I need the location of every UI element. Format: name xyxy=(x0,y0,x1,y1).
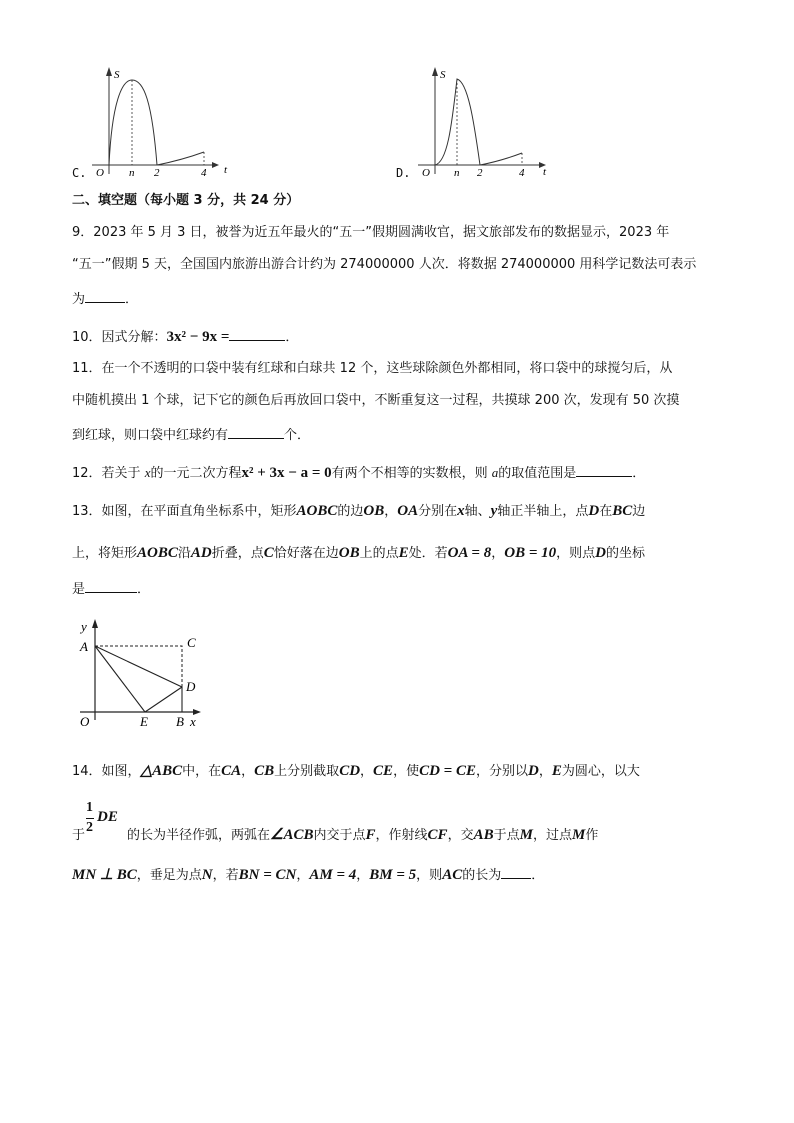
q13-answer-blank[interactable] xyxy=(85,578,137,593)
text: ， xyxy=(296,868,310,883)
text: ， xyxy=(384,504,398,519)
q9-line-2: “五一”假期 5 天，全国国内旅游出游合计约为 274000000 人次．将数据 274000000 用科学记数法可表示 xyxy=(72,257,697,272)
section-heading: 二、填空题（每小题 3 分，共 24 分） xyxy=(72,193,300,208)
math: N xyxy=(201,867,213,883)
text: 轴、 xyxy=(464,504,491,519)
q13-end: ． xyxy=(137,582,151,597)
math: AOBC xyxy=(296,503,338,519)
math: C xyxy=(263,545,274,561)
math: D xyxy=(588,503,600,519)
text: ，若 xyxy=(212,868,239,883)
text: ，过点 xyxy=(532,828,572,843)
math: CE xyxy=(373,763,394,779)
segment-ad xyxy=(95,646,182,687)
x-axis-arrow-icon xyxy=(212,162,219,168)
origin-label: O xyxy=(96,167,104,179)
text: 13．如图，在平面直角坐标系中，矩形 xyxy=(72,504,297,519)
q12-end: ． xyxy=(632,466,646,481)
math: y xyxy=(490,503,498,519)
graph-d-svg xyxy=(396,62,556,182)
q12-text-1: 的一元二次方程 xyxy=(150,466,242,481)
fraction-variable: DE xyxy=(97,809,118,825)
y-axis-arrow-icon xyxy=(432,67,438,76)
math: OA = 8 xyxy=(447,545,492,561)
text: ，分别以 xyxy=(475,764,528,779)
math: MN ⊥ BC xyxy=(72,867,137,883)
tick-n: n xyxy=(454,167,460,179)
text: 分别在 xyxy=(418,504,458,519)
curve-tail xyxy=(157,152,204,165)
text: ， xyxy=(538,764,552,779)
text: 于点 xyxy=(493,828,520,843)
math: M xyxy=(519,827,533,843)
math: OB = 10 xyxy=(504,545,557,561)
q12-line xyxy=(72,462,645,483)
label-a: A xyxy=(80,639,88,654)
math: E xyxy=(551,763,562,779)
text: 中，在 xyxy=(182,764,222,779)
y-axis-label: S xyxy=(440,69,446,81)
fraction-denominator: 2 xyxy=(86,820,93,835)
math: OB xyxy=(338,545,360,561)
segment-ae xyxy=(95,646,145,712)
label-c: C xyxy=(187,635,196,650)
q13-text: 是 xyxy=(72,582,86,597)
y-axis-label: S xyxy=(114,69,120,81)
math: CF xyxy=(427,827,448,843)
math: AB xyxy=(473,827,494,843)
text: ，则 xyxy=(416,868,443,883)
q10-end: ． xyxy=(285,330,299,345)
text: 14．如图， xyxy=(72,764,141,779)
math: BC xyxy=(612,503,633,519)
tick-2: 2 xyxy=(477,167,483,179)
q9-line-1: 9．2023 年 5 月 3 日，被誉为近五年最火的“五一”假期圆满收官，据文旅部发布的数据显示，2023 年 xyxy=(72,225,670,240)
x-axis-label: t xyxy=(224,164,228,176)
q13-line-1 xyxy=(72,502,645,521)
text: 上，将矩形 xyxy=(72,546,138,561)
math: AOBC xyxy=(137,545,178,561)
text: ， xyxy=(360,764,374,779)
text: 边 xyxy=(632,504,646,519)
text: 的长为 xyxy=(462,868,502,883)
text: 的坐标 xyxy=(606,546,646,561)
text: ，使 xyxy=(393,764,420,779)
option-label-c: C. xyxy=(72,166,87,180)
math: E xyxy=(398,545,409,561)
q12-equation: x² + 3x − a = 0 xyxy=(241,465,332,481)
q12-answer-blank[interactable] xyxy=(576,462,632,477)
q9-end: ． xyxy=(125,292,139,307)
q10-prefix: 10．因式分解： xyxy=(72,330,167,345)
text: 处．若 xyxy=(408,546,448,561)
math: AD xyxy=(190,545,212,561)
q11-line-2: 中随机摸出 1 个球，记下它的颜色后再放回口袋中，不断重复这一过程，共摸球 200 次，发现有 50 次摸 xyxy=(72,393,680,408)
tick-4: 4 xyxy=(201,167,207,179)
text: ， xyxy=(356,868,370,883)
math: OA xyxy=(397,503,419,519)
math: D xyxy=(595,545,606,561)
math: CA xyxy=(221,763,242,779)
graph-c-svg xyxy=(72,62,232,182)
tick-n: n xyxy=(129,167,135,179)
q11-line-1: 11．在一个不透明的口袋中装有红球和白球共 12 个，这些球除颜色外都相同，将口袋中的球搅匀后，从 xyxy=(72,361,673,376)
q10-answer-blank[interactable] xyxy=(229,326,285,341)
q13-line-3 xyxy=(72,578,150,599)
math: D xyxy=(528,763,539,779)
origin-label: O xyxy=(422,167,430,179)
text: 作 xyxy=(585,828,599,843)
label-y: y xyxy=(81,619,87,634)
q12-text-3: 的取值范围是 xyxy=(498,466,577,481)
graph-option-d xyxy=(396,62,556,182)
label-x: x xyxy=(190,714,196,729)
text: ， xyxy=(491,546,505,561)
q11-answer-blank[interactable] xyxy=(228,424,284,439)
text: 轴正半轴上，点 xyxy=(497,504,589,519)
text: ， xyxy=(241,764,255,779)
q13-figure xyxy=(75,615,205,730)
y-axis-arrow-icon xyxy=(106,67,112,76)
text: 沿 xyxy=(177,546,191,561)
q14-end: ． xyxy=(531,868,545,883)
math: CB xyxy=(254,763,275,779)
math: CD xyxy=(339,763,361,779)
q12-prefix: 12．若关于 xyxy=(72,466,141,481)
math: ∠ACB xyxy=(270,827,314,843)
label-d: D xyxy=(186,679,196,694)
option-label-d: D. xyxy=(396,166,411,180)
text: 的边 xyxy=(337,504,364,519)
q11-text: 到红球，则口袋中红球约有 xyxy=(72,428,229,443)
q9-text: 为 xyxy=(72,292,86,307)
text: 内交于点 xyxy=(313,828,366,843)
text: 折叠，点 xyxy=(211,546,264,561)
math: AC xyxy=(442,867,463,883)
q14-line-2 xyxy=(72,826,598,845)
fraction-numerator: 1 xyxy=(86,800,93,815)
label-o: O xyxy=(80,714,90,729)
text: 于 xyxy=(72,828,86,843)
q12-var-a: a xyxy=(491,465,499,480)
q10-line xyxy=(72,326,298,347)
text: ，作射线 xyxy=(375,828,428,843)
q11-line-3 xyxy=(72,424,310,445)
q12-var-x: x xyxy=(144,465,151,480)
label-b: B xyxy=(176,714,184,729)
text: 为圆心，以大 xyxy=(561,764,640,779)
math: F xyxy=(365,827,376,843)
curve-hump xyxy=(435,79,480,165)
tick-4: 4 xyxy=(519,167,525,179)
curve-tail xyxy=(480,153,522,165)
q9-line-3 xyxy=(72,288,138,309)
text: 上的点 xyxy=(359,546,399,561)
q11-end: 个． xyxy=(284,428,311,443)
text: 上分别截取 xyxy=(274,764,340,779)
fraction-bar xyxy=(86,818,94,819)
math: M xyxy=(571,827,586,843)
text: ，交 xyxy=(447,828,474,843)
q14-line-3 xyxy=(72,864,544,885)
math: OB xyxy=(363,503,385,519)
math: △ABC xyxy=(140,763,183,779)
text: ，则点 xyxy=(556,546,596,561)
x-axis-label: t xyxy=(543,166,547,178)
math: BM = 5 xyxy=(369,867,417,883)
q10-expression: 3x² − 9x = xyxy=(166,329,230,345)
segment-ed xyxy=(145,687,182,712)
q13-line-2 xyxy=(72,544,645,563)
text: ，垂足为点 xyxy=(136,868,202,883)
q9-answer-blank[interactable] xyxy=(85,288,125,303)
math: AM = 4 xyxy=(309,867,357,883)
text: 的长为半径作弧，两弧在 xyxy=(127,828,271,843)
text: 恰好落在边 xyxy=(273,546,339,561)
graph-option-c xyxy=(72,62,232,182)
q14-line-1 xyxy=(72,762,640,781)
math: x xyxy=(457,503,465,519)
y-axis-arrow-icon xyxy=(92,619,98,628)
q12-text-2: 有两个不相等的实数根，则 xyxy=(331,466,488,481)
curve-hump xyxy=(109,80,157,165)
text: 在 xyxy=(599,504,613,519)
label-e: E xyxy=(140,714,148,729)
tick-2: 2 xyxy=(154,167,160,179)
math: BN = CN xyxy=(238,867,297,883)
q14-answer-blank[interactable] xyxy=(501,864,531,879)
math: CD = CE xyxy=(419,763,476,779)
